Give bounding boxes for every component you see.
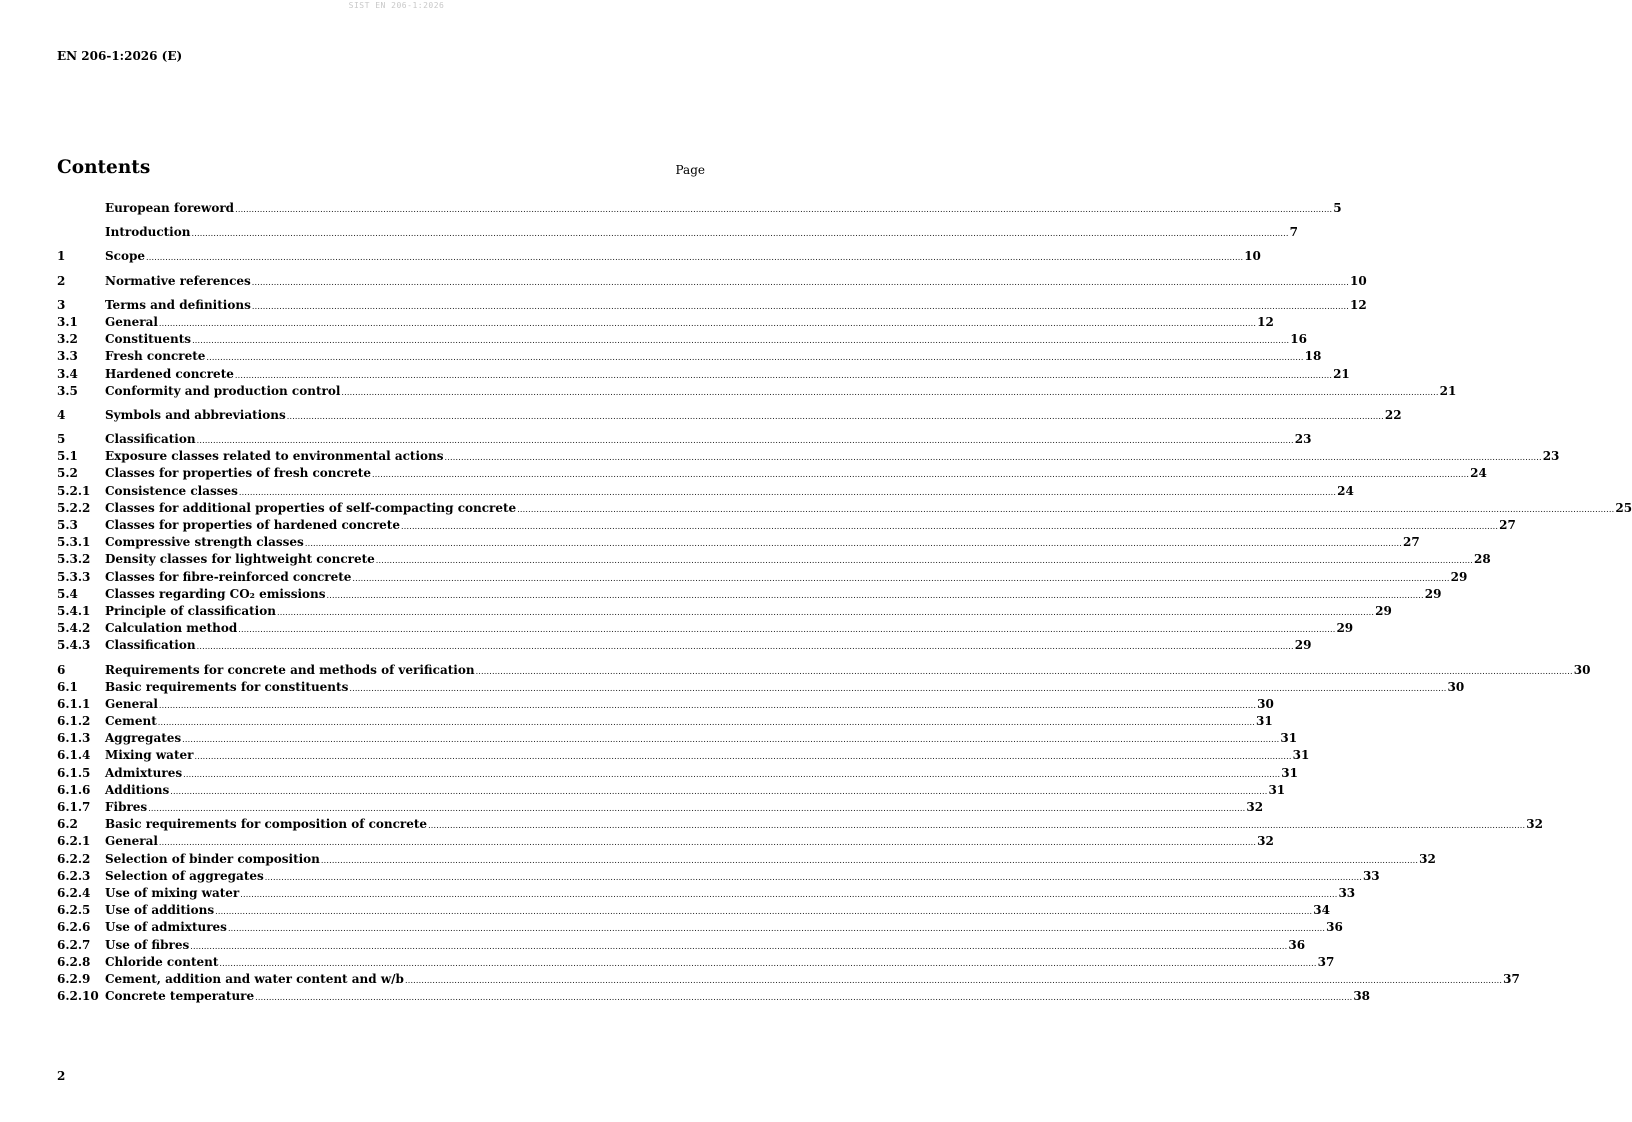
toc-dot-leader: ................................................................................................................................................................................................................................................................................................................................................................................................................ [191, 229, 1289, 239]
document-id: EN 206-1:2026 (E) [57, 49, 183, 63]
toc-entry[interactable] [57, 868, 1380, 885]
toc-dot-leader: ................................................................................................................................................................................................................................................................................................................................................................................................................ [196, 436, 1294, 446]
toc-entry[interactable] [57, 569, 1468, 586]
toc-dot-leader: ................................................................................................................................................................................................................................................................................................................................................................................................................ [227, 924, 1326, 934]
toc-dot-leader: ................................................................................................................................................................................................................................................................................................................................................................................................................ [517, 504, 1615, 514]
toc-entry-page: 16 [1290, 332, 1307, 347]
toc-group [57, 248, 1261, 265]
toc-entry[interactable] [57, 833, 1274, 850]
toc-entry-page: 29 [1294, 638, 1312, 653]
toc-entry[interactable] [57, 551, 1491, 568]
toc-entry-page: 12 [1350, 297, 1367, 312]
toc-group [57, 200, 1342, 217]
toc-entry-number: 6.2 [57, 817, 78, 832]
toc-dot-leader: ................................................................................................................................................................................................................................................................................................................................................................................................................ [157, 718, 1255, 728]
toc-entry-page: 30 [1257, 696, 1274, 711]
toc-entry[interactable] [57, 885, 1356, 902]
toc-group [57, 431, 1632, 654]
toc-dot-leader: ................................................................................................................................................................................................................................................................................................................................................................................................................ [375, 556, 1473, 566]
toc-entry[interactable] [57, 224, 1299, 241]
toc-entry-title: General [105, 696, 158, 711]
toc-dot-leader: ................................................................................................................................................................................................................................................................................................................................................................................................................ [444, 453, 1542, 463]
toc-entry-page: 31 [1255, 714, 1273, 729]
toc-entry-title: Density classes for lightweight concrete [105, 552, 375, 567]
toc-dot-leader: ................................................................................................................................................................................................................................................................................................................................................................................................................ [251, 277, 1349, 287]
toc-entry-title: Constituents [105, 332, 192, 347]
toc-dot-leader: ................................................................................................................................................................................................................................................................................................................................................................................................................ [183, 769, 1281, 779]
toc-entry-page: 27 [1499, 518, 1516, 532]
toc-entry-page: 21 [1439, 383, 1457, 398]
toc-dot-leader: ................................................................................................................................................................................................................................................................................................................................................................................................................ [349, 683, 1447, 693]
toc-entry-title: Classes regarding CO₂ emissions [105, 586, 326, 601]
toc-dot-leader: ................................................................................................................................................................................................................................................................................................................................................................................................................ [251, 301, 1350, 311]
toc-entry[interactable] [57, 988, 1371, 1005]
toc-entry-page: 33 [1338, 885, 1356, 900]
toc-entry-page: 12 [1257, 314, 1274, 329]
toc-entry-page: 10 [1244, 249, 1261, 264]
toc-entry-title: Cement [105, 714, 157, 729]
toc-dot-leader: ................................................................................................................................................................................................................................................................................................................................................................................................................ [235, 205, 1333, 214]
toc-dot-leader: ................................................................................................................................................................................................................................................................................................................................................................................................................ [304, 539, 1403, 549]
toc-entry[interactable] [57, 383, 1457, 400]
toc-entry-number: 6.2.9 [57, 971, 91, 986]
toc-entry-number: 5.4.3 [57, 638, 91, 653]
toc-entry-number: 6.1.3 [57, 731, 91, 746]
toc-dot-leader: ................................................................................................................................................................................................................................................................................................................................................................................................................ [196, 642, 1294, 652]
toc-entry-title: Hardened concrete [105, 366, 234, 381]
toc-entry-title: European foreword [105, 201, 235, 215]
toc-entry[interactable] [57, 679, 1465, 696]
toc-entry-title: Terms and definitions [105, 297, 251, 312]
toc-entry-page: 23 [1294, 432, 1312, 447]
toc-entry-number: 5 [57, 432, 66, 447]
toc-entry-title: Introduction [105, 225, 191, 240]
toc-entry-number: 6.2.6 [57, 920, 91, 935]
toc-entry[interactable] [57, 799, 1264, 816]
toc-entry-title: Requirements for concrete and methods of verification [105, 662, 475, 677]
contents-heading: Contents [57, 157, 151, 178]
page-column-label: Page [675, 163, 705, 177]
toc-entry-page: 22 [1384, 407, 1402, 422]
toc-dot-leader: ................................................................................................................................................................................................................................................................................................................................................................................................................ [158, 838, 1257, 848]
toc-entry-page: 21 [1333, 366, 1350, 381]
toc-entry-title: Fresh concrete [105, 349, 206, 364]
toc-dot-leader: ................................................................................................................................................................................................................................................................................................................................................................................................................ [264, 872, 1362, 882]
toc-entry-number: 5.3 [57, 518, 78, 532]
toc-dot-leader: ................................................................................................................................................................................................................................................................................................................................................................................................................ [371, 470, 1470, 480]
toc-entry-page: 36 [1326, 920, 1343, 935]
toc-group [57, 273, 1367, 290]
toc-entry[interactable] [57, 431, 1312, 448]
toc-entry-number: 6.2.10 [57, 989, 99, 1004]
toc-entry-title: Fibres [105, 800, 148, 814]
toc-dot-leader: ................................................................................................................................................................................................................................................................................................................................................................................................................ [276, 607, 1375, 617]
toc-entry-title: Cement, addition and water content and w/b [105, 971, 404, 986]
toc-dot-leader: ................................................................................................................................................................................................................................................................................................................................................................................................................ [190, 941, 1288, 951]
toc-entry-page: 31 [1292, 748, 1310, 763]
toc-entry-page: 29 [1450, 569, 1468, 584]
toc-entry-title: Selection of aggregates [105, 868, 264, 883]
toc-entry-page: 31 [1268, 782, 1286, 797]
toc-entry-number: 3.3 [57, 349, 78, 364]
toc-entry-page: 33 [1362, 868, 1380, 883]
toc-dot-leader: ................................................................................................................................................................................................................................................................................................................................................................................................................ [286, 411, 1384, 421]
toc-entry-number: 5.1 [57, 449, 78, 464]
toc-dot-leader: ................................................................................................................................................................................................................................................................................................................................................................................................................ [219, 958, 1317, 968]
page-number: 2 [57, 1069, 66, 1083]
toc-entry-number: 6.2.7 [57, 937, 91, 952]
toc-entry[interactable] [57, 500, 1632, 517]
toc-group [57, 224, 1299, 241]
toc-entry-number: 3.1 [57, 314, 78, 329]
toc-entry-page: 37 [1503, 971, 1520, 986]
toc-entry-page: 28 [1473, 552, 1491, 567]
toc-entry-number: 6.1.5 [57, 765, 91, 780]
toc-entry[interactable] [57, 637, 1312, 654]
toc-dot-leader: ................................................................................................................................................................................................................................................................................................................................................................................................................ [400, 522, 1499, 531]
toc-entry[interactable] [57, 314, 1274, 331]
toc-entry-number: 3 [57, 297, 66, 312]
toc-group [57, 297, 1457, 400]
toc-entry-title: Symbols and abbreviations [105, 407, 286, 422]
toc-entry[interactable] [57, 248, 1261, 265]
toc-entry-page: 5 [1333, 201, 1342, 215]
toc-entry-page: 38 [1353, 989, 1371, 1004]
toc-dot-leader: ................................................................................................................................................................................................................................................................................................................................................................................................................ [475, 666, 1573, 676]
toc-entry[interactable] [57, 273, 1367, 290]
toc-entry-title: Classes for fibre-reinforced concrete [105, 569, 352, 584]
toc-dot-leader: ................................................................................................................................................................................................................................................................................................................................................................................................................ [238, 487, 1337, 497]
toc-entry-number: 6.2.4 [57, 885, 91, 900]
toc-entry-number: 6.2.2 [57, 851, 91, 866]
toc-entry-number: 3.4 [57, 366, 78, 381]
toc-entry-number: 5.3.3 [57, 569, 91, 584]
toc-entry[interactable] [57, 407, 1402, 424]
toc-entry[interactable] [57, 696, 1274, 713]
toc-group [57, 662, 1591, 1006]
toc-entry-page: 18 [1304, 349, 1322, 364]
toc-entry[interactable] [57, 919, 1343, 936]
toc-group [57, 407, 1402, 424]
toc-entry-title: Conformity and production control [105, 383, 341, 398]
toc-entry-page: 23 [1542, 449, 1560, 464]
toc-entry-number: 6.1.7 [57, 800, 91, 814]
toc-entry-number: 5.4 [57, 586, 78, 601]
toc-entry[interactable] [57, 747, 1310, 764]
toc-entry[interactable] [57, 348, 1322, 365]
toc-entry-page: 32 [1257, 834, 1274, 849]
toc-entry-page: 29 [1375, 603, 1392, 618]
toc-entry[interactable] [57, 765, 1298, 782]
toc-entry-title: Consistence classes [105, 483, 238, 498]
toc-entry-page: 32 [1246, 800, 1264, 814]
toc-entry-title: Selection of binder composition [105, 851, 320, 866]
toc-entry-page: 10 [1349, 273, 1367, 288]
toc-dot-leader: ................................................................................................................................................................................................................................................................................................................................................................................................................ [404, 975, 1503, 985]
toc-entry-page: 29 [1336, 621, 1354, 636]
toc-entry[interactable] [57, 730, 1298, 747]
toc-entry-number: 6.1 [57, 679, 78, 694]
toc-dot-leader: ................................................................................................................................................................................................................................................................................................................................................................................................................ [182, 735, 1280, 745]
toc-entry-page: 31 [1280, 731, 1298, 746]
toc-entry-page: 32 [1526, 817, 1543, 832]
toc-entry-title: Mixing water [105, 748, 194, 763]
toc-entry[interactable] [57, 662, 1591, 679]
toc-dot-leader: ................................................................................................................................................................................................................................................................................................................................................................................................................ [146, 253, 1244, 263]
toc-entry-page: 29 [1424, 586, 1442, 601]
toc-dot-leader: ................................................................................................................................................................................................................................................................................................................................................................................................................ [428, 821, 1526, 831]
toc-entry-number: 6.1.1 [57, 696, 91, 711]
toc-dot-leader: ................................................................................................................................................................................................................................................................................................................................................................................................................ [234, 370, 1333, 380]
toc-dot-leader: ................................................................................................................................................................................................................................................................................................................................................................................................................ [238, 625, 1336, 635]
toc-entry-number: 4 [57, 407, 66, 422]
toc-entry-number: 2 [57, 273, 66, 288]
toc-entry[interactable] [57, 465, 1487, 482]
toc-dot-leader: ................................................................................................................................................................................................................................................................................................................................................................................................................ [326, 590, 1424, 600]
toc-dot-leader: ................................................................................................................................................................................................................................................................................................................................................................................................................ [194, 752, 1292, 762]
toc-entry-number: 5.2 [57, 466, 78, 481]
toc-entry-title: General [105, 834, 158, 849]
toc-entry-page: 37 [1317, 954, 1335, 969]
toc-entry[interactable] [57, 200, 1342, 217]
toc-entry-title: Use of admixtures [105, 920, 227, 935]
toc-entry[interactable] [57, 971, 1520, 988]
toc-entry-number: 5.3.2 [57, 552, 91, 567]
toc-dot-leader: ................................................................................................................................................................................................................................................................................................................................................................................................................ [192, 336, 1290, 346]
toc-dot-leader: ................................................................................................................................................................................................................................................................................................................................................................................................................ [148, 804, 1246, 813]
toc-entry-page: 32 [1419, 851, 1436, 866]
toc-entry-title: Concrete temperature [105, 989, 255, 1004]
toc-entry-page: 30 [1447, 679, 1465, 694]
toc-entry[interactable] [57, 448, 1560, 465]
toc-entry-title: Use of fibres [105, 937, 190, 952]
toc-entry-number: 6 [57, 662, 66, 677]
toc-entry-page: 24 [1337, 483, 1354, 498]
table-of-contents [57, 200, 1632, 1012]
toc-entry-title: Scope [105, 249, 146, 264]
toc-entry-page: 31 [1281, 765, 1298, 780]
toc-entry[interactable] [57, 954, 1335, 971]
toc-entry-number: 1 [57, 249, 66, 264]
toc-dot-leader: ................................................................................................................................................................................................................................................................................................................................................................................................................ [158, 318, 1257, 328]
toc-entry-number: 5.2.2 [57, 500, 91, 515]
toc-entry-title: Basic requirements for composition of concrete [105, 817, 428, 832]
toc-entry-number: 6.2.1 [57, 834, 91, 849]
toc-entry[interactable] [57, 816, 1543, 833]
watermark: SIST EN 206-1:2026 [348, 1, 445, 10]
toc-entry[interactable] [57, 366, 1350, 383]
toc-entry[interactable] [57, 937, 1306, 954]
toc-entry-page: 27 [1403, 535, 1420, 550]
toc-entry-page: 24 [1470, 466, 1487, 481]
toc-entry[interactable] [57, 331, 1307, 348]
toc-entry-title: General [105, 314, 158, 329]
toc-entry-title: Additions [105, 782, 170, 797]
toc-entry-title: Compressive strength classes [105, 535, 304, 550]
toc-entry[interactable] [57, 902, 1330, 919]
toc-entry-title: Basic requirements for constituents [105, 679, 349, 694]
toc-entry-page: 36 [1288, 937, 1306, 952]
toc-entry[interactable] [57, 713, 1273, 730]
toc-entry-title: Classification [105, 638, 196, 653]
toc-entry-number: 6.2.5 [57, 903, 91, 918]
toc-dot-leader: ................................................................................................................................................................................................................................................................................................................................................................................................................ [320, 855, 1419, 865]
toc-entry-title: Use of mixing water [105, 885, 240, 900]
toc-entry[interactable] [57, 851, 1436, 868]
toc-entry-number: 5.2.1 [57, 483, 91, 498]
toc-dot-leader: ................................................................................................................................................................................................................................................................................................................................................................................................................ [158, 700, 1257, 710]
toc-entry-page: 25 [1615, 500, 1632, 515]
toc-entry-title: Classes for properties of hardened concrete [105, 518, 400, 532]
toc-entry-number: 6.2.3 [57, 868, 91, 883]
toc-entry[interactable] [57, 782, 1286, 799]
toc-dot-leader: ................................................................................................................................................................................................................................................................................................................................................................................................................ [240, 889, 1338, 899]
toc-entry-number: 6.2.8 [57, 954, 91, 969]
toc-dot-leader: ................................................................................................................................................................................................................................................................................................................................................................................................................ [215, 907, 1313, 917]
toc-dot-leader: ................................................................................................................................................................................................................................................................................................................................................................................................................ [170, 786, 1268, 796]
toc-entry-title: Chloride content [105, 954, 219, 969]
toc-entry-title: Normative references [105, 273, 251, 288]
toc-entry-title: Use of additions [105, 903, 215, 918]
toc-entry-title: Aggregates [105, 731, 182, 746]
toc-entry-page: 30 [1573, 662, 1591, 677]
toc-entry-title: Classes for properties of fresh concrete [105, 466, 371, 481]
toc-dot-leader: ................................................................................................................................................................................................................................................................................................................................................................................................................ [341, 387, 1439, 397]
toc-entry[interactable] [57, 517, 1516, 534]
toc-entry-number: 5.4.2 [57, 621, 91, 636]
toc-entry[interactable] [57, 483, 1354, 500]
toc-entry-title: Principle of classification [105, 603, 276, 618]
toc-entry-number: 6.1.6 [57, 782, 91, 797]
toc-entry[interactable] [57, 603, 1392, 620]
toc-entry-page: 7 [1289, 225, 1299, 240]
toc-dot-leader: ................................................................................................................................................................................................................................................................................................................................................................................................................ [206, 353, 1304, 363]
toc-entry-number: 5.4.1 [57, 603, 91, 618]
toc-entry-title: Calculation method [105, 621, 238, 636]
toc-dot-leader: ................................................................................................................................................................................................................................................................................................................................................................................................................ [352, 573, 1450, 583]
toc-entry-page: 34 [1313, 903, 1330, 918]
toc-entry[interactable] [57, 620, 1354, 637]
toc-entry-number: 6.1.2 [57, 714, 91, 729]
toc-entry-title: Exposure classes related to environmental actions [105, 449, 444, 464]
toc-entry-title: Admixtures [105, 765, 183, 780]
toc-entry-number: 5.3.1 [57, 535, 91, 550]
toc-entry[interactable] [57, 534, 1420, 551]
toc-entry-title: Classification [105, 432, 196, 447]
toc-entry-title: Classes for additional properties of self-compacting concrete [105, 500, 517, 515]
toc-entry-number: 6.1.4 [57, 748, 91, 763]
toc-entry[interactable] [57, 586, 1442, 603]
toc-dot-leader: ................................................................................................................................................................................................................................................................................................................................................................................................................ [255, 993, 1353, 1003]
toc-entry-number: 3.5 [57, 383, 78, 398]
toc-entry[interactable] [57, 297, 1367, 314]
toc-entry-number: 3.2 [57, 332, 78, 347]
